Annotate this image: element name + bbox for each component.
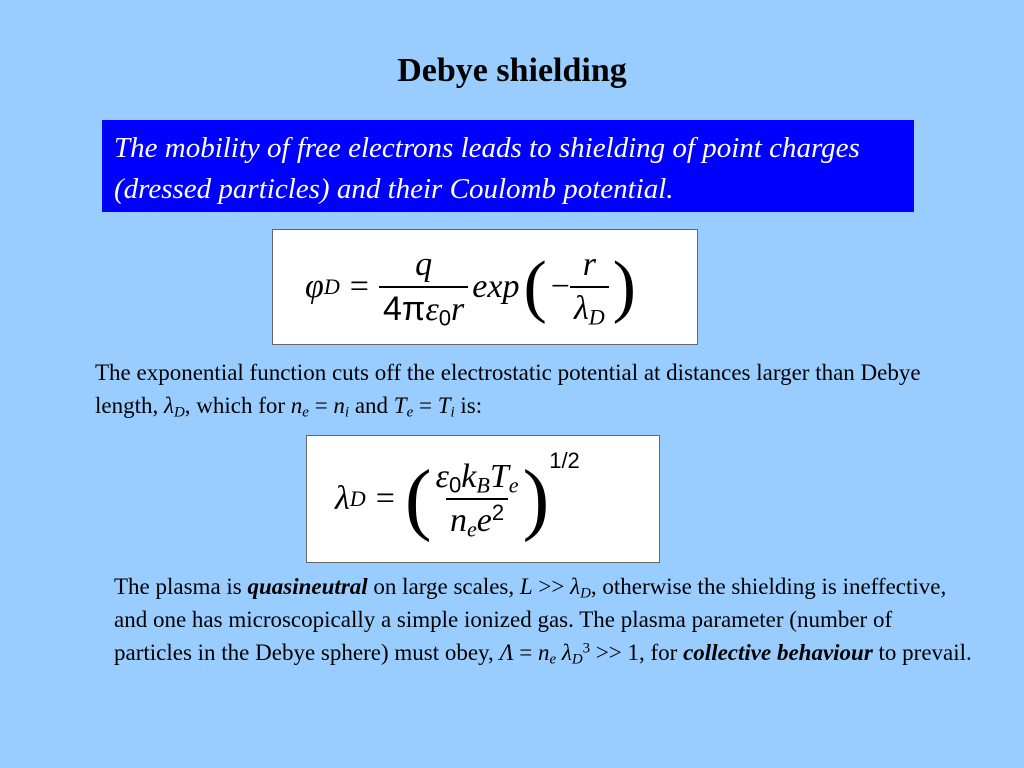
collective-behaviour-term: collective behaviour [683,640,873,665]
highlight-text: The mobility of free electrons leads to shielding of point charges (dressed particles) and their Coulomb potential. [114,132,860,205]
explanation-paragraph: The exponential function cuts off the electrostatic potential at distances larger than Debye length, $\lambda_D$, which for $n_e = n_i$ and $T_e = T_i$ is: [95,360,921,421]
highlight-box [102,120,914,212]
debye-potential-equation: φ D = $\frac{q}{4\pi\varepsilon_0r}$ exp ( − $\frac{r}{\lambda_D}$ ) [272,229,698,345]
page-title: Debye shielding [397,52,627,89]
quasineutral-term: quasineutral [247,574,368,599]
debye-length-equation: λ D = ( $\frac{\varepsilon_0k_BT_e}{n_ee^2}$ ) 1/2 [306,435,660,563]
quasineutral-paragraph: The plasma is quasineutral on large scales, $L >> \lambda_D$, otherwise the shielding is ineffective, and one has microscopically a simple ionized gas. The plasma parameter (number of particles in the Debye sphere) must obey, $\Lambda = n_e$ $\lambda_D^3 >> 1$, for collective behaviour to prevail. [114,574,972,668]
